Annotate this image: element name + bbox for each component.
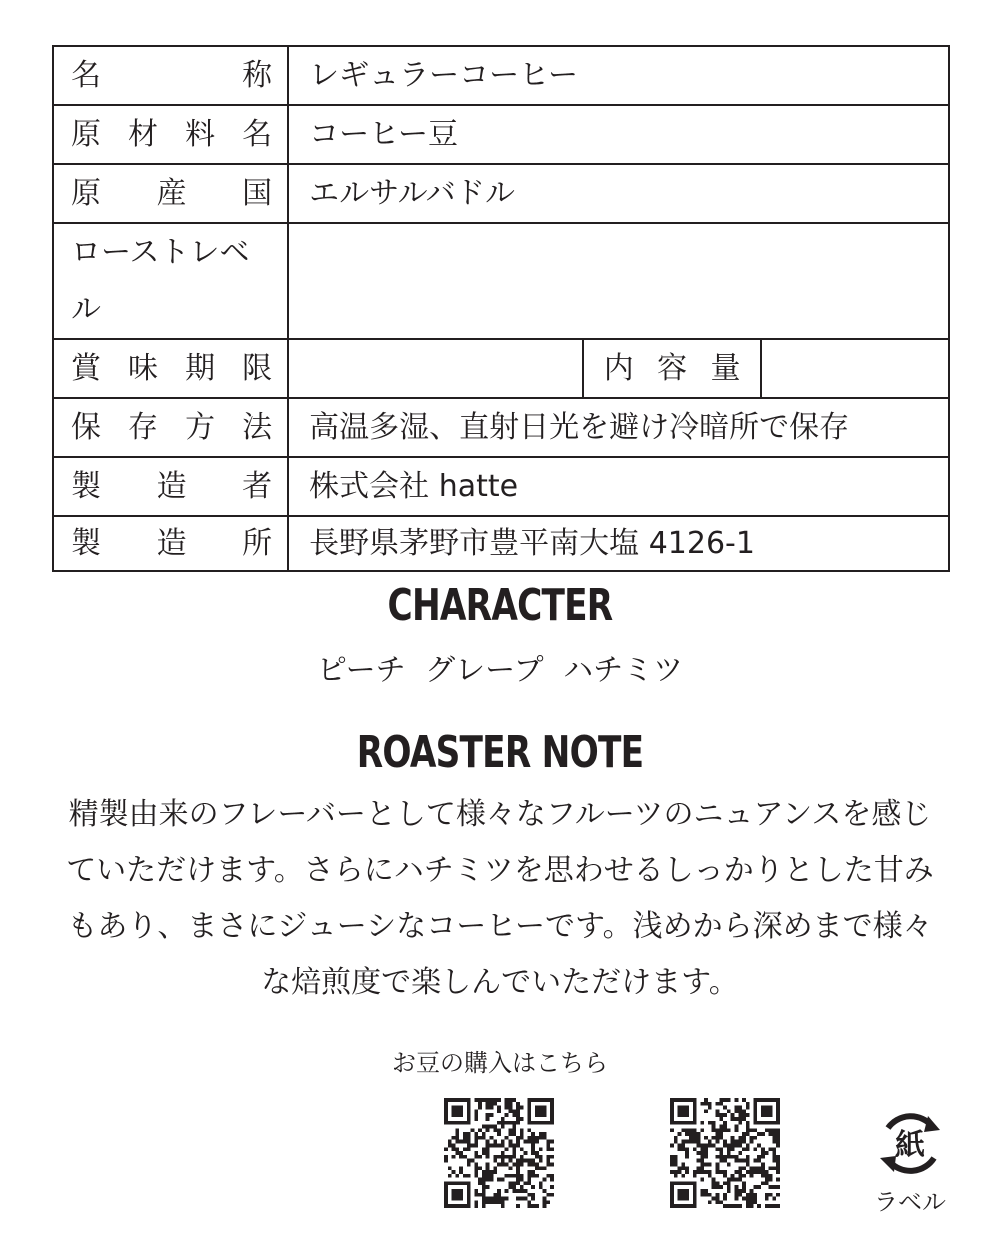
row-value-name: レギュラーコーヒー [288, 46, 949, 105]
table-row [53, 457, 949, 516]
row-value-best-before [288, 339, 583, 398]
recycle-label: ラベル [874, 1188, 946, 1216]
row-value-roast-level [288, 223, 949, 339]
roaster-note-body [50, 787, 950, 1011]
key-char: 方 [185, 410, 216, 445]
key-char: 名 [71, 58, 101, 93]
recycle-icon [874, 1108, 946, 1180]
key-char: 量 [710, 351, 741, 386]
table-row [53, 105, 949, 164]
row-key-content-amount [583, 339, 762, 398]
key-char: 内 [603, 351, 634, 386]
row-key-origin [53, 164, 288, 223]
roaster-note-line: な焙煎度で楽しんでいただけます。 [261, 965, 739, 1000]
table-row [53, 46, 949, 105]
row-key-manufacturer [53, 457, 288, 516]
key-char: 賞 [71, 351, 101, 386]
row-key-roast-level [53, 223, 288, 339]
purchase-text: お豆の購入はこちら [392, 1049, 608, 1077]
roaster-note-line: 精製由来のフレーバーとして様々なフルーツのニュアンスを感じ [68, 797, 932, 832]
key-char: 産 [156, 176, 187, 211]
key-char: 造 [156, 526, 187, 561]
key-char: 料 [185, 117, 216, 152]
key-char: 期 [185, 351, 216, 386]
table-row [53, 223, 949, 339]
row-value-origin: エルサルバドル [288, 164, 949, 223]
key-char: ローストレベル [71, 235, 250, 327]
row-value-ingredients: コーヒー豆 [288, 105, 949, 164]
key-char: 造 [156, 469, 187, 504]
key-char: 材 [128, 117, 159, 152]
row-value-factory: 長野県茅野市豊平南大塩 4126-1 [288, 516, 949, 571]
table-row [53, 398, 949, 457]
product-label-table [52, 45, 950, 572]
character-text: ピーチ グレープ ハチミツ [316, 653, 684, 688]
key-char: 存 [128, 410, 159, 445]
recycle-mark-char: 紙 [895, 1128, 925, 1163]
row-key-name [53, 46, 288, 105]
row-value-manufacturer: 株式会社 hatte [288, 457, 949, 516]
table-row [53, 339, 949, 398]
key-char: 限 [242, 351, 273, 386]
character-title: CHARACTER [387, 580, 613, 631]
qr-code-icon[interactable] [444, 1098, 554, 1208]
roaster-note-line: ていただけます。さらにハチミツを思わせるしっかりとした甘み [66, 853, 934, 888]
key-char: 保 [71, 410, 101, 445]
key-char: 製 [71, 469, 101, 504]
key-char: 原 [71, 176, 101, 211]
row-value-storage: 高温多湿、直射日光を避け冷暗所で保存 [288, 398, 949, 457]
roaster-note-title: ROASTER NOTE [356, 727, 644, 778]
row-value-content-amount [761, 339, 949, 398]
key-char: 国 [242, 176, 273, 211]
row-key-factory [53, 516, 288, 571]
qr-code-icon[interactable] [670, 1098, 780, 1208]
row-key-best-before [53, 339, 288, 398]
key-char: 製 [71, 526, 101, 561]
key-char: 容 [657, 351, 688, 386]
table-row [53, 516, 949, 571]
row-key-ingredients [53, 105, 288, 164]
key-char: 称 [242, 58, 273, 93]
paper-recycle-mark [870, 1108, 950, 1218]
table-row [53, 164, 949, 223]
key-char: 所 [242, 526, 273, 561]
row-key-storage [53, 398, 288, 457]
key-char: 法 [242, 410, 273, 445]
key-char: 味 [128, 351, 159, 386]
key-char: 名 [242, 117, 273, 152]
key-char: 者 [242, 469, 273, 504]
roaster-note-line: もあり、まさにジューシなコーヒーです。浅めから深めまで様々 [67, 909, 933, 944]
key-char: 原 [71, 117, 101, 152]
